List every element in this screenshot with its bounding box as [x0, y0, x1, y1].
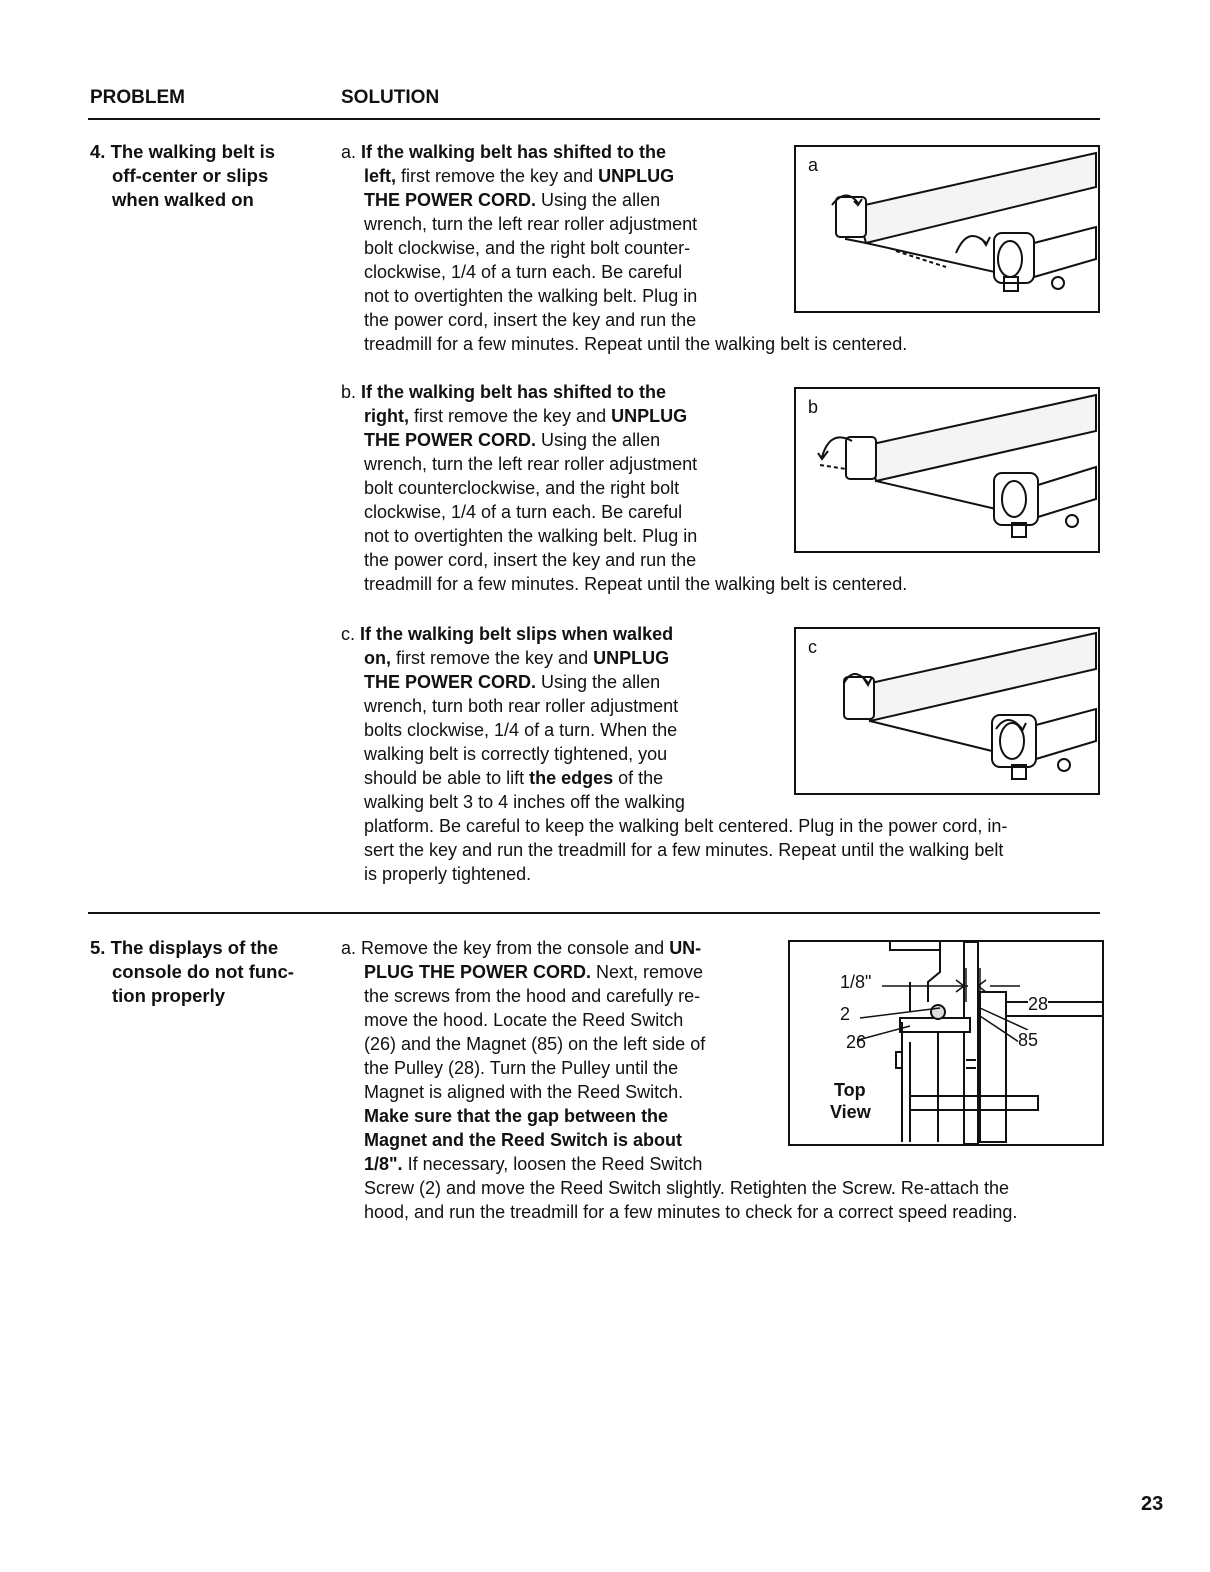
text-run: THE POWER CORD. — [364, 672, 537, 692]
treadmill-belt-illustration-b — [796, 389, 1098, 551]
gap-label: 1/8" — [840, 972, 872, 992]
figure-a-label: a — [808, 155, 819, 175]
text-run: bolt counterclockwise, and the right bolt — [364, 478, 680, 498]
text-run: b. — [341, 382, 362, 402]
text-run: the power cord, insert the key and run the — [364, 310, 697, 330]
text-run: sert the key and run the treadmill for a few minutes. Repeat until the walking belt — [364, 840, 1004, 860]
figure-c — [794, 627, 1100, 795]
figure-a — [794, 145, 1100, 313]
text-run: Screw (2) and move the Reed Switch slightly. Retighten the Screw. Re-attach the — [364, 1178, 1009, 1198]
solution-4a-line-9 — [341, 332, 907, 356]
problem-5 — [90, 936, 320, 1008]
text-run: a. — [341, 142, 362, 162]
text-run: is properly tightened. — [364, 864, 532, 884]
text-run: walking belt 3 to 4 inches off the walking — [364, 792, 685, 812]
solution-header: SOLUTION — [341, 87, 440, 108]
header-rule — [88, 118, 1100, 120]
text-run: clockwise, 1/4 of a turn each. Be careful — [364, 502, 683, 522]
view-label-top: Top — [834, 1080, 866, 1100]
text-run: platform. Be careful to keep the walking belt centered. Plug in the power cord, in- — [364, 816, 1008, 836]
text-run: hood, and run the treadmill for a few minutes to check for a correct speed reading. — [364, 1202, 1018, 1222]
text-run: Using the allen — [536, 430, 661, 450]
text-run: not to overtighten the walking belt. Plug in — [364, 526, 698, 546]
text-run: Next, remove — [591, 962, 704, 982]
problem-4-line-2: off-center or slips — [112, 165, 269, 186]
text-run: clockwise, 1/4 of a turn each. Be careful — [364, 262, 683, 282]
text-run: If the walking belt slips when walked — [360, 624, 674, 644]
figure-c-label: c — [808, 637, 817, 657]
text-run: move the hood. Locate the Reed Switch — [364, 1010, 684, 1030]
text-run: UNPLUG — [598, 166, 675, 186]
solution-4b-line-9 — [341, 572, 907, 596]
text-run: the screws from the hood and carefully re- — [364, 986, 701, 1006]
text-run: Make sure that the gap between the — [364, 1106, 669, 1126]
text-run: the power cord, insert the key and run the — [364, 550, 697, 570]
text-run: c. — [341, 624, 361, 644]
text-run: UNPLUG — [611, 406, 688, 426]
text-run: on, — [364, 648, 391, 668]
text-run: wrench, turn the left rear roller adjustment — [364, 214, 698, 234]
text-run: first remove the key and — [391, 648, 594, 668]
problem-4-line-3: when walked on — [112, 189, 254, 210]
text-run: wrench, turn the left rear roller adjustment — [364, 454, 698, 474]
problem-5-line-1: 5. The displays of the — [90, 937, 279, 958]
part-label-2: 2 — [840, 1004, 851, 1024]
view-label-view: View — [830, 1102, 871, 1122]
problem-5-line-3: tion properly — [112, 985, 226, 1006]
text-run: If the walking belt has shifted to the — [361, 382, 667, 402]
text-run: first remove the key and — [409, 406, 612, 426]
page-number: 23 — [1141, 1493, 1164, 1515]
solution-5a-line-11 — [341, 1176, 1017, 1200]
figure-reed-switch-top-view — [788, 940, 1104, 1146]
text-run: of the — [613, 768, 664, 788]
problem-4 — [90, 140, 320, 212]
text-run: treadmill for a few minutes. Repeat until the walking belt is centered. — [364, 334, 908, 354]
solution-4c-line-10 — [341, 838, 1007, 862]
figure-b — [794, 387, 1100, 553]
text-run: right, — [364, 406, 409, 426]
text-run: UNPLUG — [593, 648, 670, 668]
text-run: wrench, turn both rear roller adjustment — [364, 696, 679, 716]
text-run: walking belt is correctly tightened, you — [364, 744, 668, 764]
text-run: the edges — [529, 768, 614, 788]
text-run: If necessary, loosen the Reed Switch — [402, 1154, 703, 1174]
part-label-85: 85 — [1018, 1030, 1039, 1050]
treadmill-belt-illustration-c — [796, 629, 1098, 793]
solution-5a-line-10 — [341, 1152, 1017, 1176]
treadmill-belt-illustration-a — [796, 147, 1098, 311]
text-run: PLUG THE POWER CORD. — [364, 962, 592, 982]
text-run: Magnet and the Reed Switch is about — [364, 1130, 683, 1150]
problem-4-line-1: 4. The walking belt is — [90, 141, 276, 162]
text-run: first remove the key and — [396, 166, 599, 186]
text-run: should be able to lift — [364, 768, 530, 788]
text-run: a. Remove the key from the console and — [341, 938, 670, 958]
part-label-26: 26 — [846, 1032, 867, 1052]
text-run: Using the allen — [536, 190, 661, 210]
solution-5a-line-12 — [341, 1200, 1017, 1224]
text-run: treadmill for a few minutes. Repeat until the walking belt is centered. — [364, 574, 908, 594]
text-run: not to overtighten the walking belt. Plug in — [364, 286, 698, 306]
problem-header: PROBLEM — [90, 87, 185, 108]
section-rule — [88, 912, 1100, 914]
solution-4c-line-11 — [341, 862, 1007, 886]
figure-b-label: b — [808, 397, 819, 417]
text-run: THE POWER CORD. — [364, 190, 537, 210]
text-run: (26) and the Magnet (85) on the left side of — [364, 1034, 706, 1054]
problem-5-line-2: console do not func- — [112, 961, 294, 982]
solution-4c-line-9 — [341, 814, 1007, 838]
text-run: 1/8". — [364, 1154, 403, 1174]
text-run: Using the allen — [536, 672, 661, 692]
text-run: Magnet is aligned with the Reed Switch. — [364, 1082, 684, 1102]
text-run: UN- — [669, 938, 702, 958]
part-label-28: 28 — [1028, 994, 1049, 1014]
text-run: the Pulley (28). Turn the Pulley until the — [364, 1058, 679, 1078]
text-run: If the walking belt has shifted to the — [361, 142, 667, 162]
text-run: bolt clockwise, and the right bolt counter- — [364, 238, 691, 258]
text-run: bolts clockwise, 1/4 of a turn. When the — [364, 720, 678, 740]
text-run: THE POWER CORD. — [364, 430, 537, 450]
text-run: left, — [364, 166, 397, 186]
